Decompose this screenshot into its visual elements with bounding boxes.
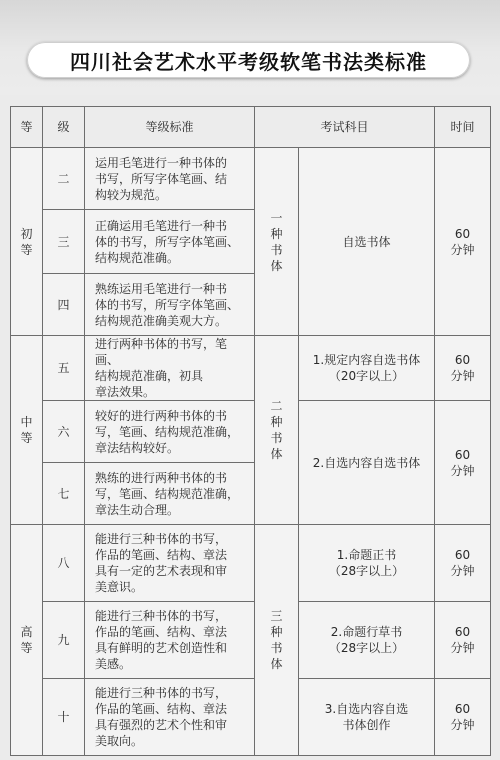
subject-adv-1: 1.命题正书 （28字以上） xyxy=(299,525,435,602)
header-standard: 等级标准 xyxy=(85,107,255,148)
table-row xyxy=(11,679,491,756)
group-advanced: 高等 xyxy=(11,525,43,756)
title-box xyxy=(27,42,470,78)
time-cell: 60 分钟 xyxy=(435,336,491,401)
table-row xyxy=(11,525,491,602)
time-cell: 60 分钟 xyxy=(435,148,491,336)
standard-cell: 熟练的进行两种书体的书 写，笔画、结构规范准确， 章法生动合理。 xyxy=(85,463,255,525)
level-cell: 三 xyxy=(43,210,85,274)
level-cell: 七 xyxy=(43,463,85,525)
subject-int-2: 2.自选内容自选书体 xyxy=(299,401,435,525)
standard-cell: 运用毛笔进行一种书体的 书写，所写字体笔画、结 构较为规范。 xyxy=(85,148,255,210)
level-cell: 八 xyxy=(43,525,85,602)
page-title: 四川社会艺术水平考级软笔书法类标准 xyxy=(70,49,427,74)
level-cell: 六 xyxy=(43,401,85,463)
standard-cell: 正确运用毛笔进行一种书 体的书写，所写字体笔画、 结构规范准确。 xyxy=(85,210,255,274)
header-row xyxy=(11,107,491,148)
group-intermediate: 中等 xyxy=(11,336,43,525)
table-row xyxy=(11,602,491,679)
level-cell: 五 xyxy=(43,336,85,401)
level-cell: 九 xyxy=(43,602,85,679)
time-cell: 60 分钟 xyxy=(435,679,491,756)
subject-int-1: 1.规定内容自选书体 （20字以上） xyxy=(299,336,435,401)
standard-cell: 较好的进行两种书体的书 写，笔画、结构规范准确， 章法结构较好。 xyxy=(85,401,255,463)
table-row xyxy=(11,148,491,210)
table-row xyxy=(11,336,491,401)
time-cell: 60 分钟 xyxy=(435,602,491,679)
time-cell: 60 分钟 xyxy=(435,525,491,602)
group-beginner: 初等 xyxy=(11,148,43,336)
time-cell: 60 分钟 xyxy=(435,401,491,525)
table-row xyxy=(11,401,491,463)
script-count-one: 一种书体 xyxy=(255,148,299,336)
subject-adv-3: 3.自选内容自选 书体创作 xyxy=(299,679,435,756)
standard-cell: 能进行三种书体的书写， 作品的笔画、结构、章法 具有强烈的艺术个性和审 美取向。 xyxy=(85,679,255,756)
standard-cell: 能进行三种书体的书写， 作品的笔画、结构、章法 具有鲜明的艺术创造性和 美感。 xyxy=(85,602,255,679)
level-cell: 十 xyxy=(43,679,85,756)
standard-cell: 进行两种书体的书写，笔画、 结构规范准确，初具 章法效果。 xyxy=(85,336,255,401)
standards-table xyxy=(10,106,491,756)
header-grade: 等 xyxy=(11,107,43,148)
level-cell: 四 xyxy=(43,274,85,336)
script-count-three: 三种书体 xyxy=(255,525,299,756)
standard-cell: 能进行三种书体的书写， 作品的笔画、结构、章法 具有一定的艺术表现和审 美意识。 xyxy=(85,525,255,602)
script-count-two: 二种书体 xyxy=(255,336,299,525)
standard-cell: 熟练运用毛笔进行一种书 体的书写，所写字体笔画、 结构规范准确美观大方。 xyxy=(85,274,255,336)
header-subject: 考试科目 xyxy=(255,107,435,148)
level-cell: 二 xyxy=(43,148,85,210)
subject-adv-2: 2.命题行草书 （28字以上） xyxy=(299,602,435,679)
subject-free-choice: 自选书体 xyxy=(299,148,435,336)
header-time: 时间 xyxy=(435,107,491,148)
header-level: 级 xyxy=(43,107,85,148)
